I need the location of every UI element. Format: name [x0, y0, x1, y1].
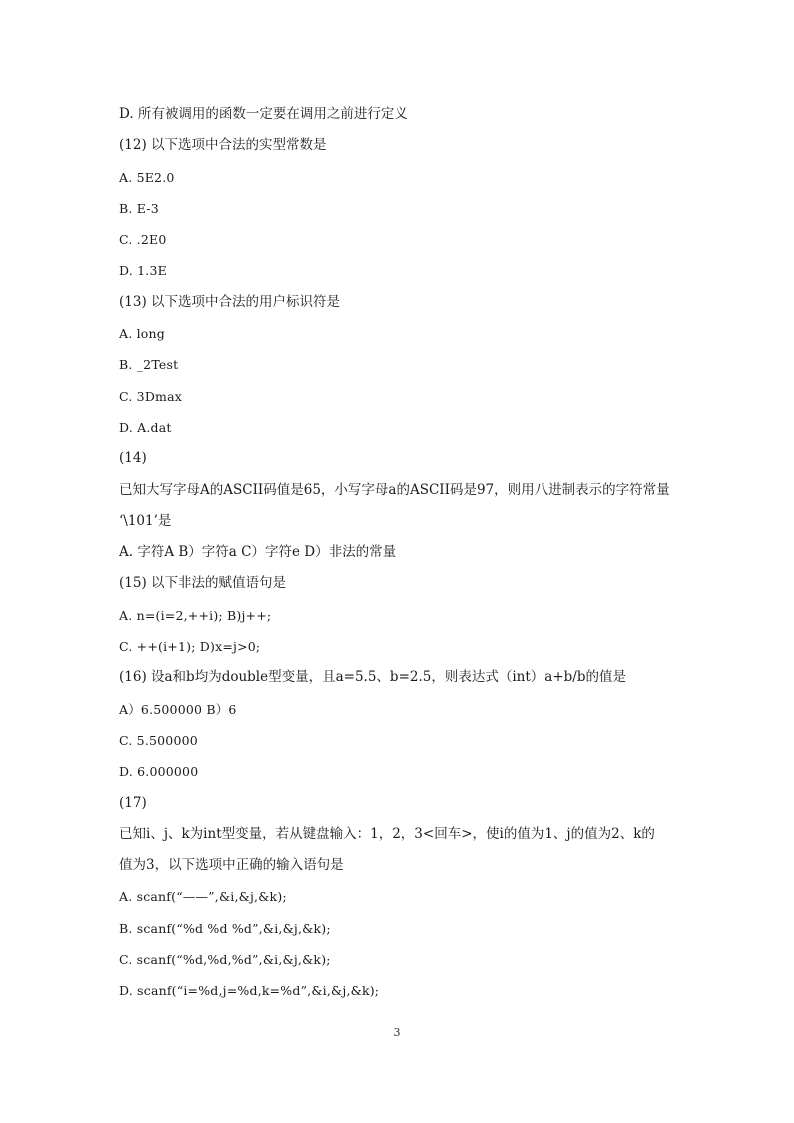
question-17-option-d: D. scanf(“i=%d,j=%d,k=%d”,&i,&j,&k);: [119, 983, 380, 999]
question-17-option-c: C. scanf(“%d,%d,%d”,&i,&j,&k);: [119, 952, 331, 968]
question-12-option-a: A. 5E2.0: [119, 169, 175, 185]
question-17-text-line-1: 已知i、j、k为int型变量，若从键盘输入：1，2，3<回车>，使i的值为1、j的值为2、k的: [119, 825, 655, 842]
question-16-options-ab: A）6.500000 B）6: [119, 701, 237, 717]
question-13-option-c: C. 3Dmax: [119, 388, 182, 404]
question-13-option-d: D. A.dat: [119, 419, 172, 435]
question-14-text-line-2: ‘\101’是: [119, 512, 172, 529]
question-14-options: A. 字符A B）字符a C）字符e D）非法的常量: [119, 544, 397, 561]
question-12-option-d: D. 1.3E: [119, 263, 167, 279]
question-14-text-line-1: 已知大写字母A的ASCII码值是65，小写字母a的ASCII码是97，则用八进制表示的字符常量: [119, 481, 670, 498]
question-13-option-a: A. long: [119, 326, 165, 342]
question-12-text: (12) 以下选项中合法的实型常数是: [119, 137, 327, 154]
question-15-text: (15) 以下非法的赋值语句是: [119, 575, 287, 592]
document-body: [119, 99, 679, 1007]
question-16-option-c: C. 5.500000: [119, 732, 198, 748]
question-12-option-b: B. E-3: [119, 200, 159, 216]
option-d-definition-text: D. 所有被调用的函数一定要在调用之前进行定义: [119, 106, 408, 122]
question-13-option-b: B. _2Test: [119, 357, 179, 373]
question-15-options-ab: A. n=(i=2,++i); B)j++;: [119, 607, 272, 623]
page-number: 3: [393, 1026, 401, 1039]
question-15-options-cd: C. ++(i+1); D)x=j>0;: [119, 639, 261, 655]
question-17-number: (17): [119, 794, 147, 811]
question-17-text-line-2: 值为3，以下选项中正确的输入语句是: [119, 857, 344, 874]
question-17-option-b: B. scanf(“%d %d %d”,&i,&j,&k);: [119, 920, 331, 936]
question-14-number: (14): [119, 450, 147, 467]
question-16-text: (16) 设a和b均为double型变量，且a=5.5、b=2.5，则表达式（int）a+b/b的值是: [119, 669, 626, 686]
question-17-option-a: A. scanf(“——”,&i,&j,&k);: [119, 889, 287, 905]
question-12-option-c: C. .2E0: [119, 232, 167, 248]
question-16-option-d: D. 6.000000: [119, 764, 199, 780]
question-13-text: (13) 以下选项中合法的用户标识符是: [119, 293, 341, 310]
